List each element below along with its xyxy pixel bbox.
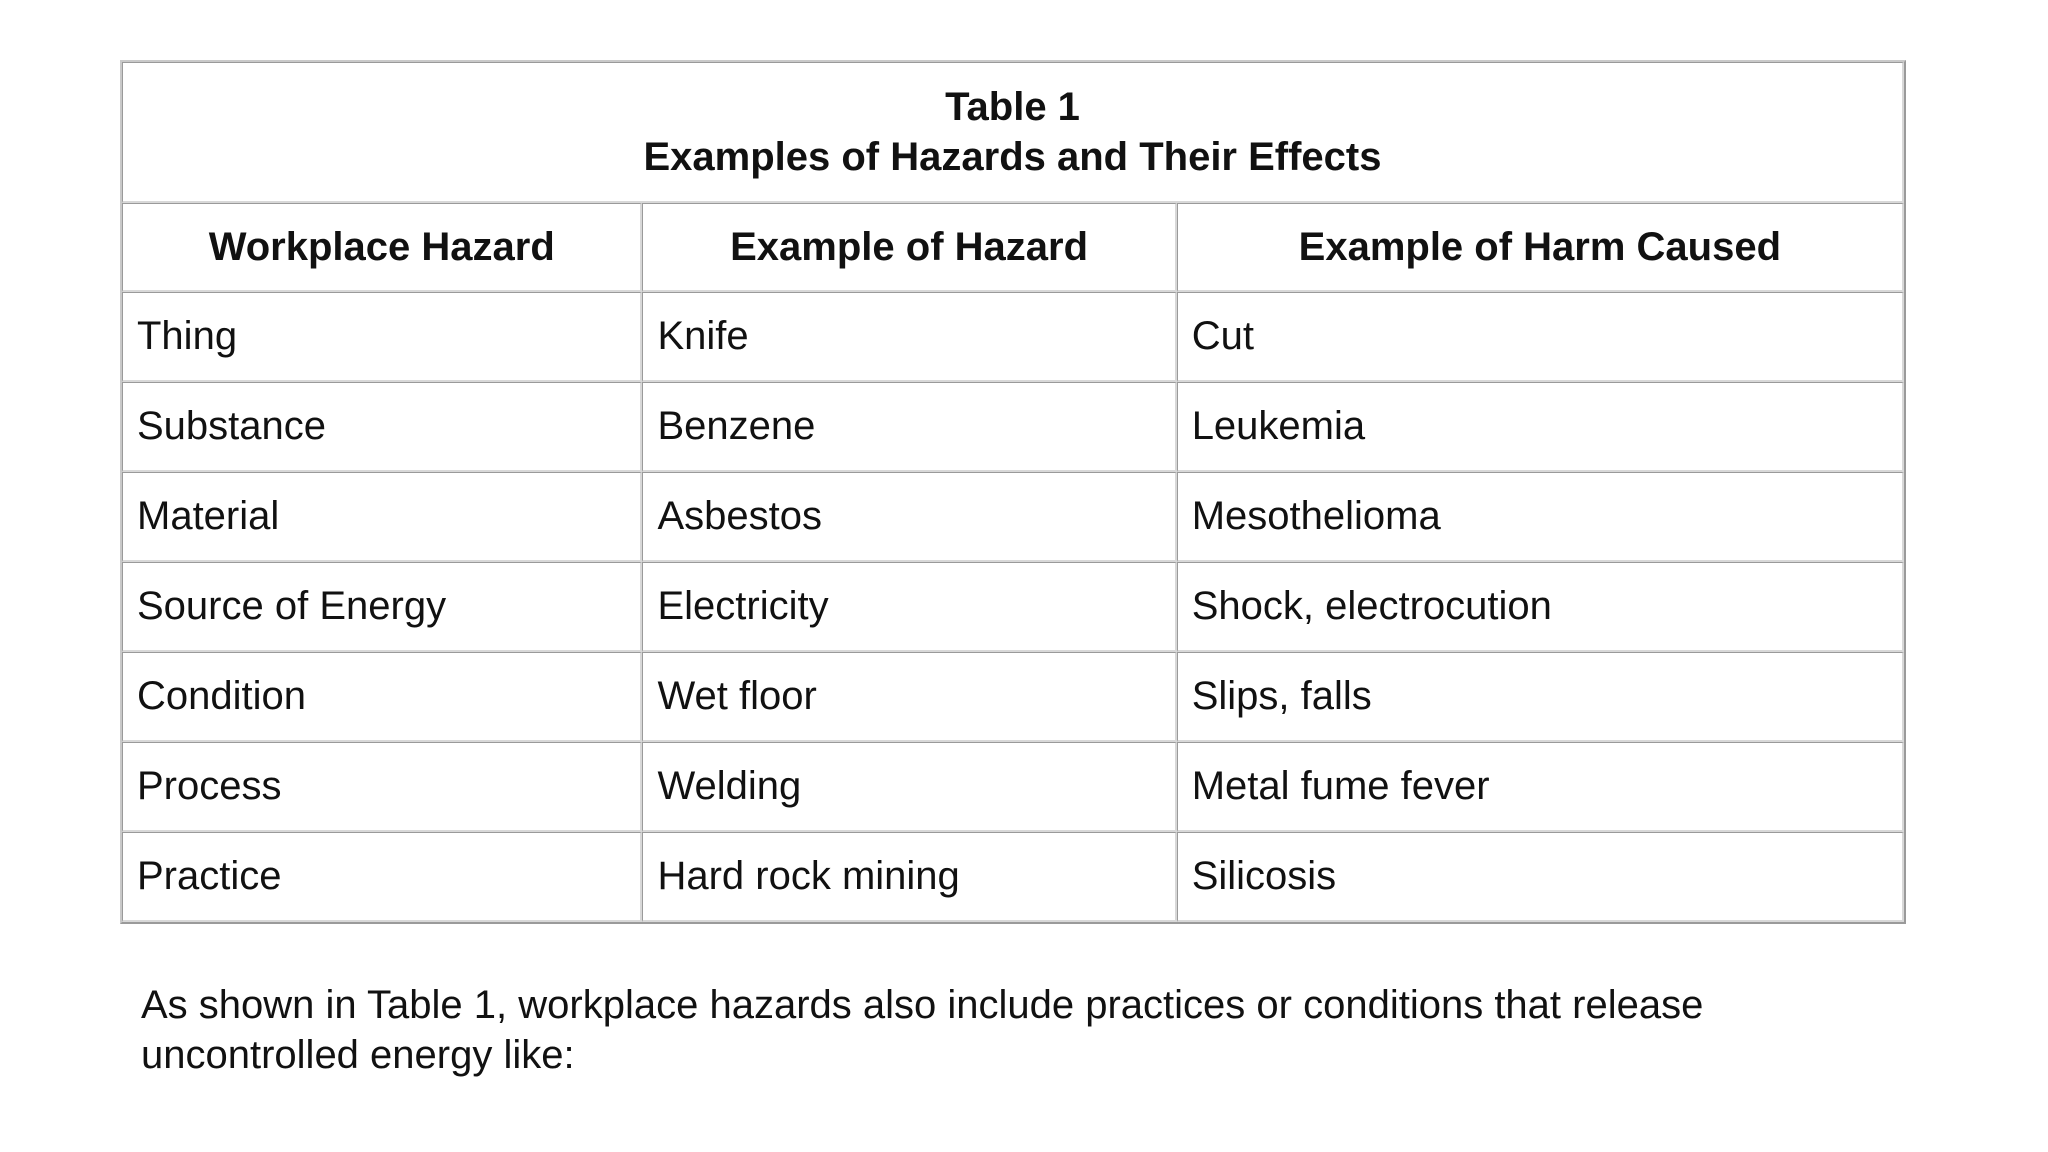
table-cell-hazard: Substance [122, 382, 642, 472]
table-row [122, 832, 1904, 922]
table-cell-example: Knife [642, 292, 1176, 382]
table-caption-number: Table 1 [945, 85, 1080, 129]
table-cell-harm: Shock, electrocution [1177, 562, 1904, 652]
table-cell-example: Welding [642, 742, 1176, 832]
table-cell-hazard: Material [122, 472, 642, 562]
table-caption-title: Examples of Hazards and Their Effects [643, 135, 1382, 179]
table-cell-example: Asbestos [642, 472, 1176, 562]
body-paragraph: As shown in Table 1, workplace hazards also include practices or conditions that release uncontrolled energy like: [141, 983, 1704, 1077]
table-cell-example: Hard rock mining [642, 832, 1176, 922]
table-row [122, 562, 1904, 652]
table-cell-harm: Metal fume fever [1177, 742, 1904, 832]
hazards-table [120, 60, 1906, 924]
column-header-workplace-hazard: Workplace Hazard [122, 203, 642, 292]
table-cell-hazard: Practice [122, 832, 642, 922]
table-cell-harm: Cut [1177, 292, 1904, 382]
table-row [122, 652, 1904, 742]
table-cell-harm: Leukemia [1177, 382, 1904, 472]
table-cell-example: Benzene [642, 382, 1176, 472]
table-cell-hazard: Thing [122, 292, 642, 382]
table-caption-row [122, 62, 1904, 203]
table-cell-hazard: Source of Energy [122, 562, 642, 652]
table-header-row [122, 203, 1904, 292]
table-cell-example: Wet floor [642, 652, 1176, 742]
table-cell-harm: Silicosis [1177, 832, 1904, 922]
column-header-example-of-harm: Example of Harm Caused [1177, 203, 1904, 292]
table-cell-harm: Mesothelioma [1177, 472, 1904, 562]
table-row [122, 742, 1904, 832]
table-caption [122, 62, 1904, 203]
table-row [122, 382, 1904, 472]
column-header-example-of-hazard: Example of Hazard [642, 203, 1176, 292]
table-row [122, 472, 1904, 562]
table-cell-harm: Slips, falls [1177, 652, 1904, 742]
table-cell-hazard: Condition [122, 652, 642, 742]
table-row [122, 292, 1904, 382]
table-cell-example: Electricity [642, 562, 1176, 652]
table-cell-hazard: Process [122, 742, 642, 832]
